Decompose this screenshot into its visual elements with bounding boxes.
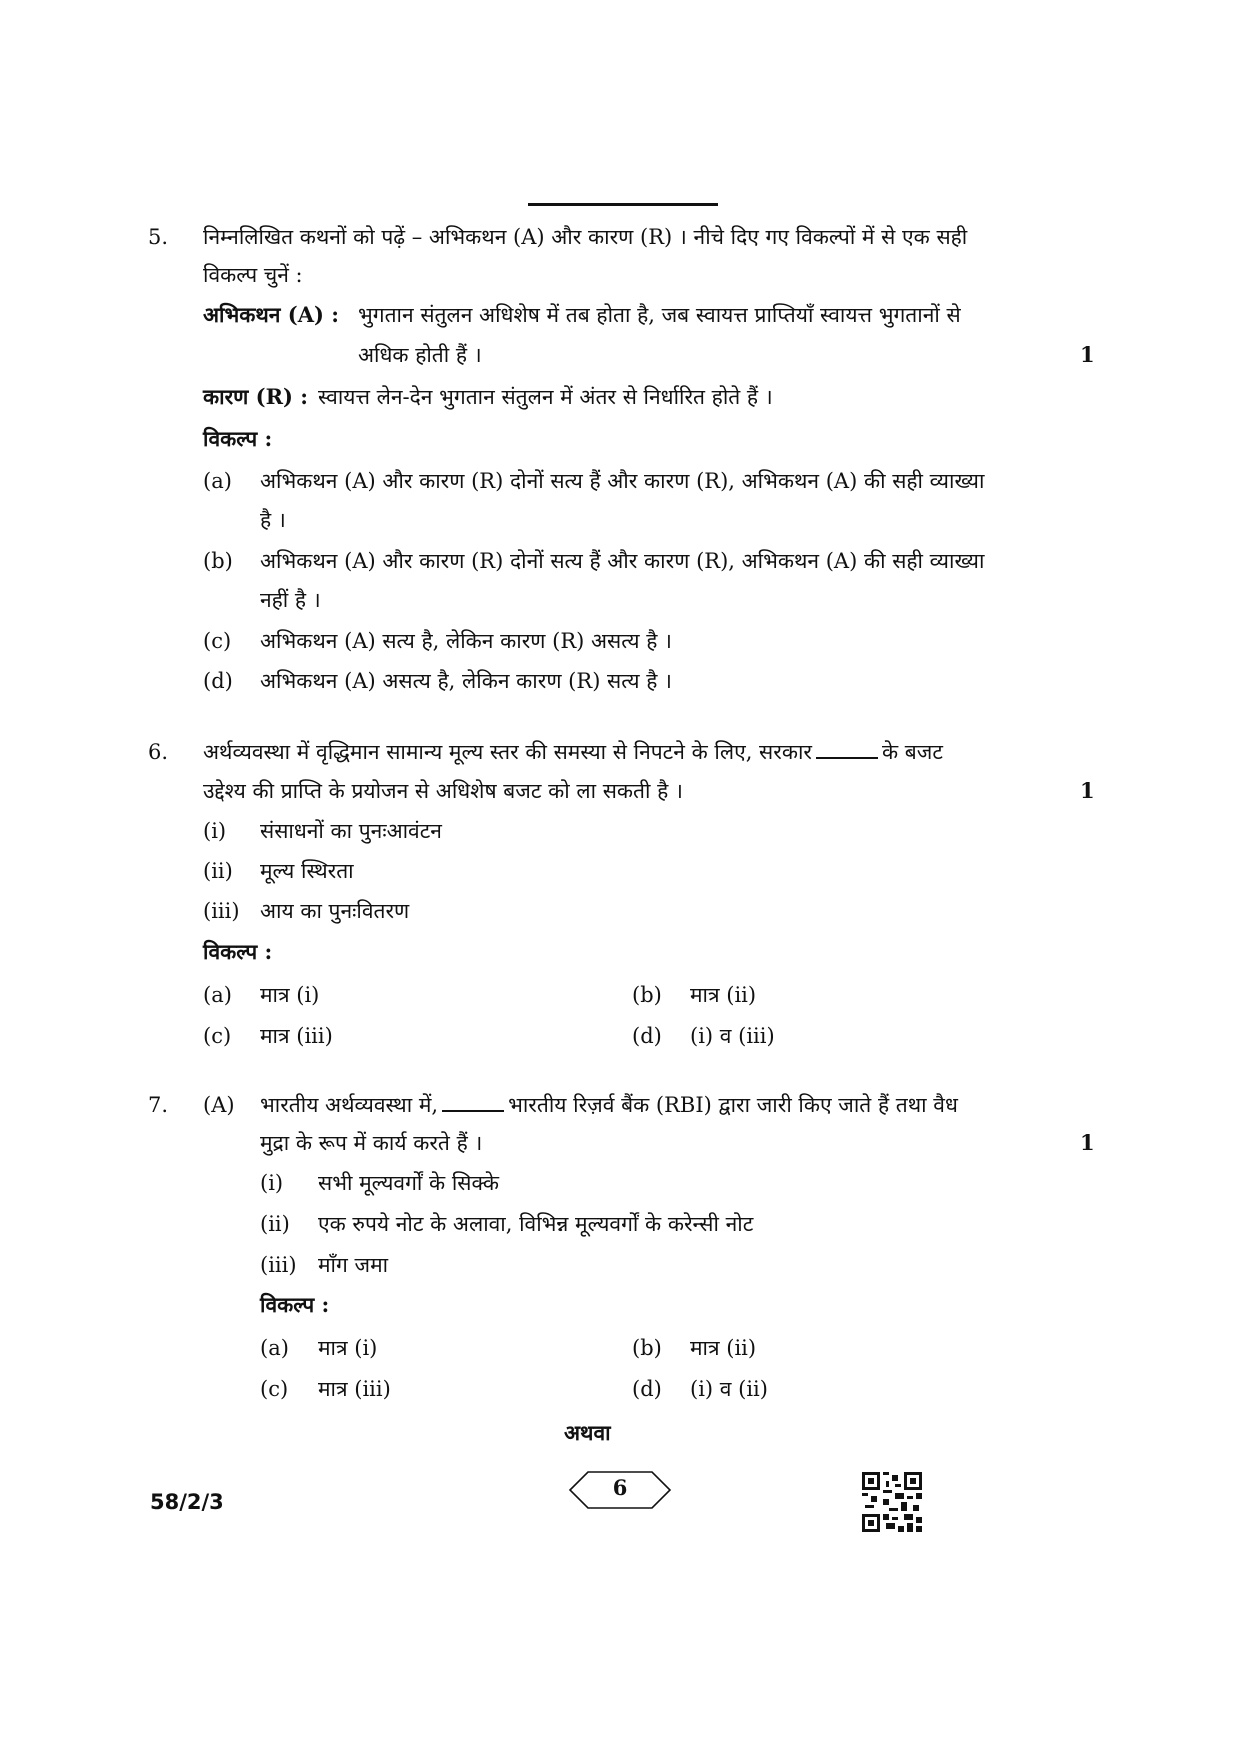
q6-stem-line2: उद्देश्य की प्राप्ति के प्रयोजन से अधिशेष बजट को ला सकती है । (203, 779, 683, 803)
paper-code: 58/2/3 (150, 1490, 224, 1514)
q7-item-key: (iii) (260, 1253, 297, 1277)
or-label: अथवा (564, 1420, 611, 1445)
q7-marks: 1 (1080, 1130, 1095, 1155)
q5-option-b-line2: नहीं है । (260, 588, 321, 612)
q6-item-key: (ii) (203, 859, 233, 883)
q5-option-a-line2: है । (260, 508, 286, 532)
q5-reason-text: स्वायत्त लेन-देन भुगतान संतुलन में अंतर से निर्धारित होते हैं । (318, 385, 773, 409)
q7-option-key: (b) (632, 1336, 662, 1360)
q7-option-key: (a) (260, 1336, 289, 1360)
q5-assertion-line2: अधिक होती हैं । (358, 343, 482, 367)
q7-option-key: (d) (632, 1377, 662, 1401)
q7-stem-line2: मुद्रा के रूप में कार्य करते हैं । (260, 1131, 483, 1155)
qr-code-icon (862, 1472, 922, 1532)
q6-item-text: आय का पुनःवितरण (260, 899, 410, 923)
q7-stem-pre: भारतीय अर्थव्यवस्था में, (260, 1093, 439, 1117)
q7-number: 7. (148, 1093, 169, 1117)
q5-option-b-line1: अभिकथन (A) और कारण (R) दोनों सत्य हैं और कारण (R), अभिकथन (A) की सही व्याख्या (260, 549, 985, 573)
q6-option-key: (b) (632, 983, 662, 1007)
q6-option-key: (c) (203, 1024, 232, 1048)
q6-marks: 1 (1080, 778, 1095, 803)
q7-item-key: (i) (260, 1171, 284, 1195)
q7-part: (A) (203, 1093, 235, 1117)
top-rule (528, 203, 718, 206)
q5-marks: 1 (1080, 342, 1095, 367)
q5-option-key: (d) (203, 669, 233, 693)
q6-item-text: मूल्य स्थिरता (260, 859, 354, 883)
q6-option-text: (i) व (iii) (690, 1024, 775, 1048)
page-number-badge (568, 1470, 672, 1510)
q6-option-key: (d) (632, 1024, 662, 1048)
q6-option-text: मात्र (ii) (690, 983, 757, 1007)
q6-option-key: (a) (203, 983, 232, 1007)
q6-options-label: विकल्प : (203, 939, 273, 964)
q7-stem-line1 (260, 1090, 958, 1120)
q6-item-text: संसाधनों का पुनःआवंटन (260, 819, 442, 843)
q7-option-text: (i) व (ii) (690, 1377, 768, 1401)
q7-item-text: माँग जमा (318, 1253, 389, 1277)
q7-item-text: एक रुपये नोट के अलावा, विभिन्न मूल्यवर्गों के करेन्सी नोट (318, 1212, 754, 1236)
q6-stem-post: के बजट (881, 740, 943, 764)
q5-number: 5. (148, 225, 169, 249)
q6-number: 6. (148, 740, 169, 764)
q7-item-key: (ii) (260, 1212, 290, 1236)
q5-options-label: विकल्प : (203, 426, 273, 451)
q7-blank (442, 1092, 504, 1112)
q7-option-text: मात्र (ii) (690, 1336, 757, 1360)
q5-stem-line2: विकल्प चुनें : (203, 263, 303, 287)
q6-item-key: (i) (203, 819, 227, 843)
q6-item-key: (iii) (203, 899, 240, 923)
q6-stem-pre: अर्थव्यवस्था में वृद्धिमान सामान्य मूल्य स्तर की समस्या से निपटने के लिए, सरकार (203, 740, 812, 764)
q7-option-text: मात्र (iii) (318, 1377, 391, 1401)
q6-stem-line1 (203, 737, 943, 767)
q7-option-text: मात्र (i) (318, 1336, 378, 1360)
q5-option-key: (b) (203, 549, 233, 573)
q5-reason-label: कारण (R) : (203, 384, 309, 409)
q5-option-d: अभिकथन (A) असत्य है, लेकिन कारण (R) सत्य है । (260, 669, 672, 693)
q7-option-key: (c) (260, 1377, 289, 1401)
q7-item-text: सभी मूल्यवर्गों के सिक्के (318, 1171, 500, 1195)
q5-option-key: (c) (203, 629, 232, 653)
q5-stem-line1: निम्नलिखित कथनों को पढ़ें – अभिकथन (A) और कारण (R) । नीचे दिए गए विकल्पों में से एक सही (203, 225, 968, 249)
q6-blank (816, 739, 878, 759)
q7-options-label: विकल्प : (260, 1292, 330, 1317)
q5-option-a-line1: अभिकथन (A) और कारण (R) दोनों सत्य हैं और कारण (R), अभिकथन (A) की सही व्याख्या (260, 469, 985, 493)
page-number: 6 (612, 1475, 628, 1500)
q5-option-key: (a) (203, 469, 232, 493)
q5-option-c: अभिकथन (A) सत्य है, लेकिन कारण (R) असत्य है । (260, 629, 672, 653)
q6-option-text: मात्र (iii) (260, 1024, 333, 1048)
q5-assertion-label: अभिकथन (A) : (203, 302, 339, 327)
q6-option-text: मात्र (i) (260, 983, 320, 1007)
q5-assertion-line1: भुगतान संतुलन अधिशेष में तब होता है, जब स्वायत्त प्राप्तियाँ स्वायत्त भुगतानों से (358, 303, 961, 327)
q7-stem-post: भारतीय रिज़र्व बैंक (RBI) द्वारा जारी किए जाते हैं तथा वैध (508, 1093, 958, 1117)
